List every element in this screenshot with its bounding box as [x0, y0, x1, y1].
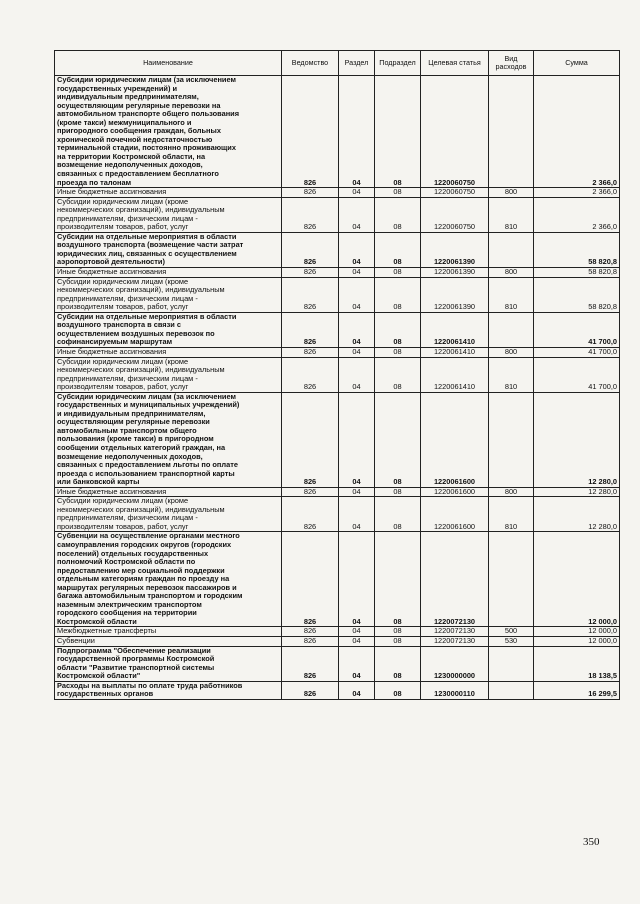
cell-name-line: Костромской области": [57, 671, 141, 681]
cell-name-line: государственных и муниципальных учреждений): [57, 400, 240, 410]
cell-summa: 12 000,0: [534, 627, 620, 637]
cell-name-line: проезда по талонам: [57, 177, 132, 187]
cell-podrazdel: 08: [375, 268, 421, 278]
cell-podrazdel: 08: [375, 277, 421, 312]
cell-vedomstvo: 826: [282, 681, 339, 699]
cell-razdel: 04: [339, 497, 375, 532]
cell-vid: 800: [489, 487, 534, 497]
cell-name: [55, 232, 282, 267]
cell-vedomstvo: 826: [282, 232, 339, 267]
cell-vedomstvo: 826: [282, 277, 339, 312]
cell-name-line: аэропортовой деятельности): [57, 257, 165, 267]
cell-vid: [489, 681, 534, 699]
cell-vedomstvo: 826: [282, 487, 339, 497]
header-vid: Вид расходов: [489, 51, 534, 76]
cell-razdel: 04: [339, 681, 375, 699]
cell-name-line: области "Развитие транспортной системы: [57, 662, 215, 672]
cell-statya: 1220072130: [421, 532, 489, 627]
table-row: [55, 646, 620, 681]
cell-summa: 18 138,5: [534, 646, 620, 681]
cell-name-line: Субсидии юридическим лицам (кроме: [57, 277, 189, 286]
header-vedomstvo: Ведомство: [282, 51, 339, 76]
table-row: [55, 197, 620, 232]
cell-name-line: Субсидии юридическим лицам (кроме: [57, 496, 189, 506]
cell-vid: 800: [489, 188, 534, 198]
cell-name-line: терминальной стадии, постоянно проживающих: [57, 143, 236, 153]
cell-name-line: наземным электрическим транспортом: [57, 599, 202, 609]
cell-vid: 810: [489, 497, 534, 532]
cell-statya: 1220060750: [421, 188, 489, 198]
cell-vid: 800: [489, 347, 534, 357]
cell-razdel: 04: [339, 392, 375, 487]
cell-name: [55, 627, 282, 637]
cell-podrazdel: 08: [375, 347, 421, 357]
cell-name-line: производителям товаров, работ, услуг: [57, 222, 189, 232]
cell-name-line: Субсидии на отдельные мероприятия в области: [57, 312, 237, 321]
cell-name: [55, 197, 282, 232]
cell-summa: 16 299,5: [534, 681, 620, 699]
cell-summa: 58 820,8: [534, 232, 620, 267]
cell-name: [55, 532, 282, 627]
cell-razdel: 04: [339, 347, 375, 357]
cell-razdel: 04: [339, 637, 375, 647]
cell-name-line: осуществляющим регулярные перевозки: [57, 417, 210, 427]
cell-name: [55, 268, 282, 278]
table-row: [55, 76, 620, 188]
cell-razdel: 04: [339, 277, 375, 312]
cell-statya: 1220060750: [421, 197, 489, 232]
cell-podrazdel: 08: [375, 627, 421, 637]
cell-name: [55, 188, 282, 198]
cell-vid: [489, 312, 534, 347]
cell-name-line: предпринимателям, физическим лицам -: [57, 293, 198, 303]
cell-podrazdel: 08: [375, 76, 421, 188]
cell-name-line: индивидуальным предпринимателям,: [57, 92, 199, 102]
cell-statya: 1220061410: [421, 347, 489, 357]
cell-vedomstvo: 826: [282, 357, 339, 392]
cell-statya: 1220061410: [421, 357, 489, 392]
cell-podrazdel: 08: [375, 646, 421, 681]
cell-razdel: 04: [339, 646, 375, 681]
cell-name-line: Субсидии на отдельные мероприятия в области: [57, 232, 237, 241]
cell-name-line: Субвенции на осуществление органами местного: [57, 531, 240, 541]
cell-name-line: Иные бюджетные ассигнования: [57, 487, 167, 496]
cell-vedomstvo: 826: [282, 188, 339, 198]
cell-vid: [489, 392, 534, 487]
cell-name-line: осуществлением воздушных перевозок по: [57, 328, 215, 338]
cell-vid: 500: [489, 627, 534, 637]
cell-summa: 12 280,0: [534, 392, 620, 487]
cell-vid: 800: [489, 268, 534, 278]
cell-name-line: поселений) отдельных государственных: [57, 548, 209, 558]
table-row: [55, 637, 620, 647]
cell-name-line: на территории Костромской области, на: [57, 151, 206, 161]
cell-summa: 12 000,0: [534, 532, 620, 627]
cell-vedomstvo: 826: [282, 392, 339, 487]
cell-name-line: производителям товаров, работ, услуг: [57, 382, 189, 392]
cell-vedomstvo: 826: [282, 637, 339, 647]
cell-summa: 58 820,8: [534, 277, 620, 312]
cell-summa: 58 820,8: [534, 268, 620, 278]
cell-name-line: софинансируемым маршрутам: [57, 337, 173, 347]
cell-name-line: производителям товаров, работ, услуг: [57, 302, 189, 312]
cell-vedomstvo: 826: [282, 197, 339, 232]
cell-summa: 41 700,0: [534, 312, 620, 347]
cell-name: [55, 637, 282, 647]
cell-name: [55, 392, 282, 487]
cell-razdel: 04: [339, 627, 375, 637]
cell-name-line: некоммерческих организаций), индивидуальным: [57, 504, 225, 514]
cell-name-line: Субсидии юридическим лицам (за исключением: [57, 75, 236, 84]
cell-name-line: пригородного сообщения граждан, больных: [57, 126, 221, 136]
cell-razdel: 04: [339, 76, 375, 188]
table-row: [55, 681, 620, 699]
cell-name-line: полномочий Костромской области по: [57, 557, 196, 567]
cell-name: [55, 497, 282, 532]
cell-name-line: возмещение недополученных доходов,: [57, 451, 203, 461]
cell-name-line: Иные бюджетные ассигнования: [57, 267, 167, 277]
cell-name-line: государственной программы Костромской: [57, 654, 215, 664]
cell-name-line: сообщении отдельных категорий граждан, на: [57, 442, 226, 452]
cell-vid: 810: [489, 277, 534, 312]
cell-name-line: городского сообщения на территории: [57, 608, 197, 618]
cell-statya: 1220061410: [421, 312, 489, 347]
cell-name-line: Субсидии юридическим лицам (кроме: [57, 357, 189, 366]
cell-name-line: автомобильным транспортом общего: [57, 425, 197, 435]
cell-podrazdel: 08: [375, 232, 421, 267]
cell-summa: 12 000,0: [534, 637, 620, 647]
table-row: [55, 532, 620, 627]
cell-razdel: 04: [339, 197, 375, 232]
cell-podrazdel: 08: [375, 497, 421, 532]
cell-name: [55, 76, 282, 188]
cell-statya: 1220060750: [421, 76, 489, 188]
cell-name-line: предпринимателям, физическим лицам -: [57, 213, 198, 223]
cell-name-line: государственных органов: [57, 689, 154, 699]
cell-name-line: связанных с предоставлением льготы по оплате: [57, 460, 238, 470]
cell-name-line: Расходы на выплаты по оплате труда работников: [57, 681, 243, 690]
cell-vid: [489, 532, 534, 627]
table-row: [55, 392, 620, 487]
cell-name-line: осуществляющим регулярные перевозки на: [57, 100, 221, 110]
table-header-row: [55, 51, 620, 76]
cell-statya: 1220061600: [421, 497, 489, 532]
cell-vedomstvo: 826: [282, 497, 339, 532]
cell-summa: 2 366,0: [534, 188, 620, 198]
cell-name-line: возмещение недополученных доходов,: [57, 160, 203, 170]
cell-podrazdel: 08: [375, 197, 421, 232]
cell-summa: 2 366,0: [534, 197, 620, 232]
cell-vedomstvo: 826: [282, 312, 339, 347]
table-row: [55, 232, 620, 267]
cell-vedomstvo: 826: [282, 532, 339, 627]
cell-vid: 530: [489, 637, 534, 647]
cell-name-line: и индивидуальным предпринимателям,: [57, 408, 206, 418]
header-podrazdel: Подраздел: [375, 51, 421, 76]
cell-podrazdel: 08: [375, 681, 421, 699]
cell-name-line: воздушного транспорта в связи с: [57, 320, 181, 330]
header-name: Наименование: [55, 51, 282, 76]
cell-podrazdel: 08: [375, 532, 421, 627]
cell-name: [55, 487, 282, 497]
cell-statya: 1220061600: [421, 487, 489, 497]
cell-statya: 1220061390: [421, 232, 489, 267]
cell-name: [55, 312, 282, 347]
cell-statya: 1230000000: [421, 646, 489, 681]
cell-name: [55, 646, 282, 681]
cell-podrazdel: 08: [375, 487, 421, 497]
cell-name-line: багажа автомобильным транспортом и городским: [57, 591, 243, 601]
cell-name-line: юридических лиц, связанных с осуществлением: [57, 248, 237, 258]
table-row: [55, 497, 620, 532]
cell-name-line: самоуправления городских округов (городских: [57, 539, 232, 549]
cell-podrazdel: 08: [375, 312, 421, 347]
cell-name-line: Субсидии юридическим лицам (за исключением: [57, 392, 236, 401]
cell-name-line: государственных учреждений) и: [57, 83, 178, 93]
cell-podrazdel: 08: [375, 357, 421, 392]
cell-vid: [489, 646, 534, 681]
cell-name-line: Иные бюджетные ассигнования: [57, 187, 167, 197]
header-statya: Целевая статья: [421, 51, 489, 76]
table-row: [55, 277, 620, 312]
cell-razdel: 04: [339, 312, 375, 347]
table-row: [55, 347, 620, 357]
cell-name-line: предпринимателям, физическим лицам -: [57, 373, 198, 383]
cell-name-line: Костромской области: [57, 616, 137, 626]
cell-vid: [489, 76, 534, 188]
cell-summa: 12 280,0: [534, 497, 620, 532]
cell-name-line: автомобильном транспорте общего пользования: [57, 109, 240, 119]
cell-name-line: Межбюджетные трансферты: [57, 626, 157, 636]
cell-vid: 810: [489, 357, 534, 392]
cell-statya: 1220061390: [421, 268, 489, 278]
cell-name-line: Подпрограмма "Обеспечение реализации: [57, 646, 211, 655]
header-summa: Сумма: [534, 51, 620, 76]
cell-name-line: воздушного транспорта (возмещение части затрат: [57, 240, 244, 250]
cell-name-line: некоммерческих организаций), индивидуальным: [57, 365, 225, 375]
cell-summa: 41 700,0: [534, 347, 620, 357]
cell-name: [55, 347, 282, 357]
cell-vedomstvo: 826: [282, 347, 339, 357]
table-row: [55, 627, 620, 637]
cell-statya: 1220061390: [421, 277, 489, 312]
cell-vid: 810: [489, 197, 534, 232]
table-body: [55, 76, 620, 700]
cell-name: [55, 357, 282, 392]
cell-name-line: хронической почечной недостаточностью: [57, 134, 213, 144]
cell-name-line: или банковской карты: [57, 477, 140, 487]
table-row: [55, 487, 620, 497]
cell-razdel: 04: [339, 532, 375, 627]
cell-name-line: предоставлению мер социальной поддержки: [57, 565, 225, 575]
cell-summa: 12 280,0: [534, 487, 620, 497]
cell-vedomstvo: 826: [282, 76, 339, 188]
cell-summa: 41 700,0: [534, 357, 620, 392]
cell-name-line: маршрутах регулярных перевозок пассажиров и: [57, 582, 237, 592]
table-row: [55, 188, 620, 198]
cell-name: [55, 277, 282, 312]
cell-name-line: проезда с использованием транспортной карты: [57, 468, 235, 478]
cell-name-line: (кроме такси) межмуниципального и: [57, 117, 192, 127]
table-row: [55, 312, 620, 347]
cell-name-line: производителям товаров, работ, услуг: [57, 521, 189, 531]
cell-name-line: Субсидии юридическим лицам (кроме: [57, 197, 189, 206]
cell-name-line: Субвенции: [57, 636, 95, 645]
cell-podrazdel: 08: [375, 637, 421, 647]
cell-vedomstvo: 826: [282, 627, 339, 637]
header-razdel: Раздел: [339, 51, 375, 76]
cell-summa: 2 366,0: [534, 76, 620, 188]
cell-podrazdel: 08: [375, 188, 421, 198]
cell-name-line: Иные бюджетные ассигнования: [57, 347, 167, 356]
cell-razdel: 04: [339, 232, 375, 267]
cell-razdel: 04: [339, 188, 375, 198]
cell-podrazdel: 08: [375, 392, 421, 487]
cell-name: [55, 681, 282, 699]
cell-vedomstvo: 826: [282, 268, 339, 278]
budget-table: [54, 50, 620, 700]
cell-name-line: связанных с предоставлением бесплатного: [57, 169, 219, 179]
cell-name-line: отдельным категориям граждан по проезду на: [57, 574, 230, 584]
cell-statya: 1230000110: [421, 681, 489, 699]
cell-name-line: некоммерческих организаций), индивидуальным: [57, 285, 225, 295]
cell-razdel: 04: [339, 357, 375, 392]
cell-statya: 1220061600: [421, 392, 489, 487]
cell-name-line: некоммерческих организаций), индивидуальным: [57, 205, 225, 215]
page-number: 350: [583, 836, 600, 848]
cell-name-line: предпринимателям, физическим лицам -: [57, 513, 198, 523]
cell-statya: 1220072130: [421, 637, 489, 647]
table-row: [55, 268, 620, 278]
cell-vid: [489, 232, 534, 267]
table-row: [55, 357, 620, 392]
cell-razdel: 04: [339, 487, 375, 497]
cell-statya: 1220072130: [421, 627, 489, 637]
cell-vedomstvo: 826: [282, 646, 339, 681]
cell-razdel: 04: [339, 268, 375, 278]
cell-name-line: пользования (кроме такси) в пригородном: [57, 434, 214, 444]
